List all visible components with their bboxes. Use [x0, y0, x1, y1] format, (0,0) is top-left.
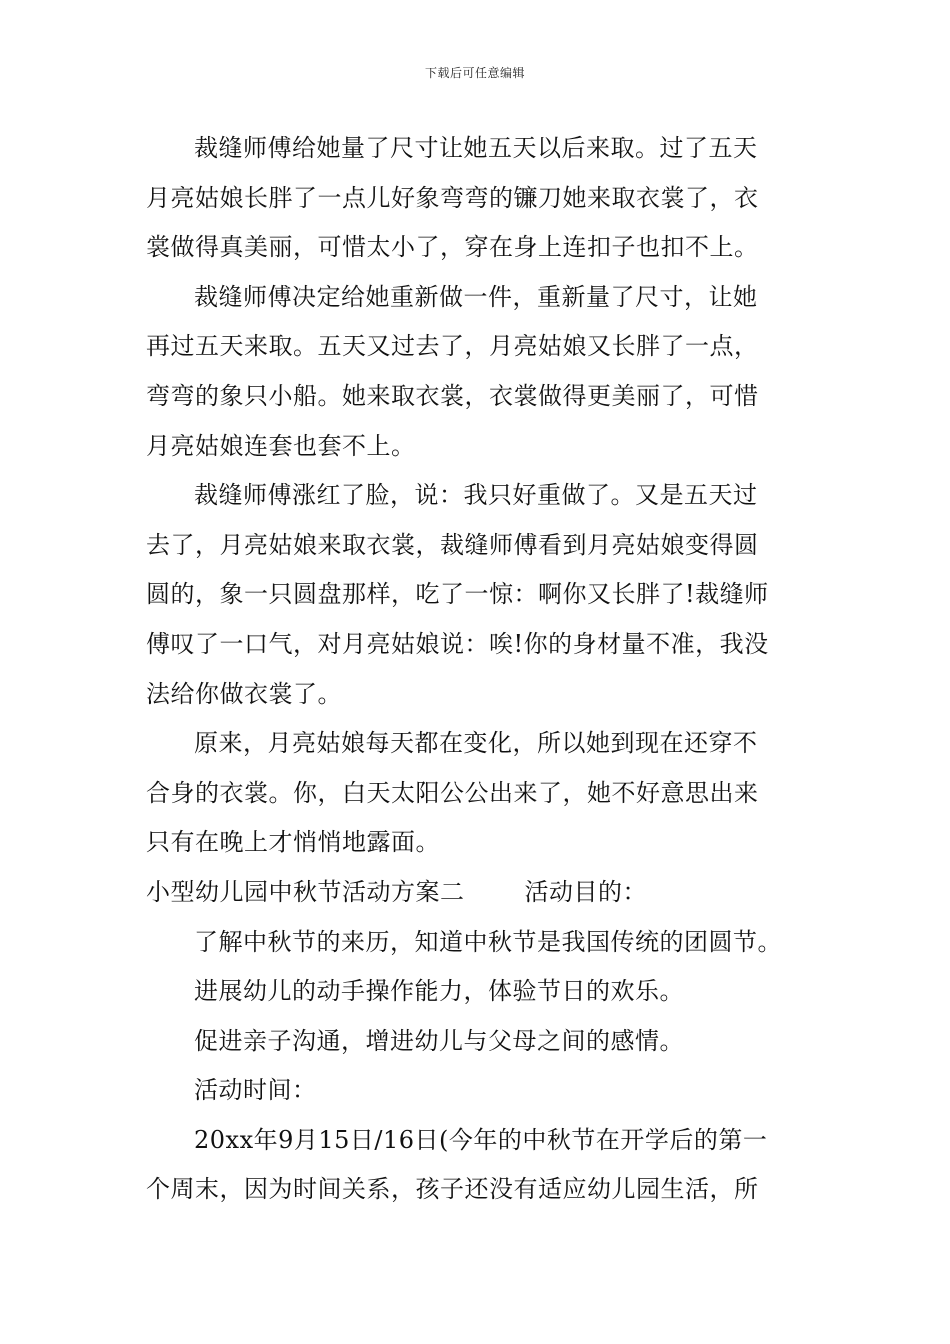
goal-text: 了解中秋节的来历，知道中秋节是我国传统的团圆节。 — [194, 927, 782, 956]
section-subtitle: 活动目的： — [524, 877, 647, 906]
paragraph-4 — [146, 719, 811, 868]
text-line: 法给你做衣裳了。 — [146, 679, 342, 708]
goal-item-2 — [146, 967, 811, 1017]
text-line: 个周末，因为时间关系，孩子还没有适应幼儿园生活，所 — [146, 1175, 759, 1204]
text-line: 裁缝师傅涨红了脸，说：我只好重做了。又是五天过 — [194, 481, 758, 510]
text-line: 合身的衣裳。你，白天太阳公公出来了，她不好意思出来 — [146, 778, 759, 807]
page-header: 下载后可任意编辑 — [424, 66, 525, 80]
section-heading — [146, 868, 811, 918]
goal-item-3 — [146, 1017, 811, 1067]
time-label — [146, 1066, 811, 1116]
time-label-text: 活动时间： — [194, 1076, 317, 1105]
text-line: 原来，月亮姑娘每天都在变化，所以她到现在还穿不 — [194, 729, 758, 758]
goal-text: 促进亲子沟通，增进幼儿与父母之间的感情。 — [194, 1026, 684, 1055]
paragraph-3 — [146, 471, 811, 719]
section-title: 小型幼儿园中秋节活动方案二 — [146, 877, 465, 906]
text-line: 去了，月亮姑娘来取衣裳，裁缝师傅看到月亮姑娘变得圆 — [146, 530, 759, 559]
text-line: 20xx年9月15日/16日(今年的中秋节在开学后的第一 — [194, 1125, 768, 1154]
paragraph-2 — [146, 273, 811, 471]
text-line: 傅叹了一口气，对月亮姑娘说：唉!你的身材量不准，我没 — [146, 629, 769, 658]
time-paragraph — [146, 1116, 811, 1215]
goal-text: 进展幼儿的动手操作能力，体验节日的欢乐。 — [194, 977, 684, 1006]
text-line: 裳做得真美丽，可惜太小了，穿在身上连扣子也扣不上。 — [146, 233, 759, 262]
text-line: 弯弯的象只小船。她来取衣裳，衣裳做得更美丽了，可惜 — [146, 381, 759, 410]
goal-item-1 — [146, 918, 811, 968]
text-line: 再过五天来取。五天又过去了，月亮姑娘又长胖了一点， — [146, 332, 759, 361]
text-line: 裁缝师傅决定给她重新做一件，重新量了尺寸，让她 — [194, 282, 758, 311]
text-line: 只有在晚上才悄悄地露面。 — [146, 828, 440, 857]
paragraph-1 — [146, 124, 811, 273]
text-line: 月亮姑娘连套也套不上。 — [146, 431, 416, 460]
document-body — [146, 124, 811, 1215]
text-line: 裁缝师傅给她量了尺寸让她五天以后来取。过了五天 — [194, 134, 758, 162]
text-line: 圆的，象一只圆盘那样，吃了一惊：啊你又长胖了!裁缝师 — [146, 580, 769, 609]
text-line: 月亮姑娘长胖了一点儿好象弯弯的镰刀她来取衣裳了，衣 — [146, 183, 759, 212]
section-heading-row — [146, 868, 811, 918]
